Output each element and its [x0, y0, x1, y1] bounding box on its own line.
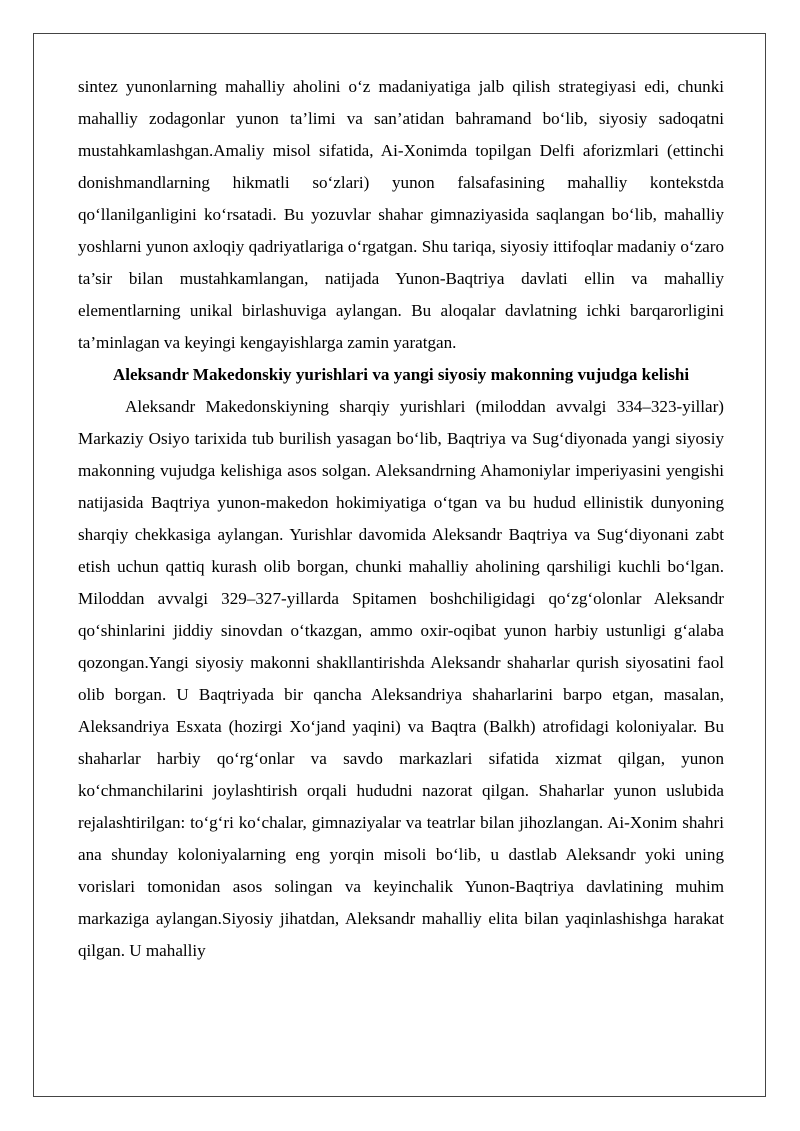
document-body [78, 71, 724, 967]
paragraph-alexander-campaigns: Aleksandr Makedonskiyning sharqiy yurishlari (miloddan avvalgi 334–323-yillar) Markaziy Osiyo tarixida tub burilish yasagan bo‘lib, Baqtriya va Sug‘diyonada yangi siyosiy makonning vujudga kelishiga asos solgan. Aleksandrning Ahamoniylar imperiyasini yengishi natijasida Baqtriya yunon-makedon hokimiyatiga o‘tgan va bu hudud ellinistik dunyoning sharqiy chekkasiga aylangan. Yurishlar davomida Aleksandr Baqtriya va Sug‘diyonani zabt etish uchun qattiq kurash olib borgan, chunki mahalliy aholining qarshiligi kuchli bo‘lgan. Miloddan avvalgi 329–327-yillarda Spitamen boshchiligidagi qo‘zg‘olonlar Aleksandr qo‘shinlarini jiddiy sinovdan o‘tkazgan, ammo oxir-oqibat yunon harbiy ustunligi g‘alaba qozongan.Yangi siyosiy makonni shakllantirishda Aleksandr shaharlar qurish siyosatini faol olib borgan. U Baqtriyada bir qancha Aleksandriya shaharlarini barpo etgan, masalan, Aleksandriya Esxata (hozirgi Xo‘jand yaqini) va Baqtra (Balkh) atrofidagi koloniyalar. Bu shaharlar harbiy qo‘rg‘onlar va savdo markazlari sifatida xizmat qilgan, yunon ko‘chmanchilarini joylashtirish orqali hududni nazorat qilgan. Shaharlar yunon uslubida rejalashtirilgan: to‘g‘ri ko‘chalar, gimnaziyalar va teatrlar bilan jihozlangan. Ai-Xonim shahri ana shunday koloniyalarning eng yorqin misoli bo‘lib, u dastlab Aleksandr yoki uning vorislari tomonidan asos solingan va keyinchalik Yunon-Baqtriya davlatining muhim markaziga aylangan.Siyosiy jihatdan, Aleksandr mahalliy elita bilan yaqinlashishga harakat qilgan. U mahalliy [78, 397, 724, 960]
section-heading: Aleksandr Makedonskiy yurishlari va yangi siyosiy makonning vujudga kelishi [112, 365, 690, 384]
paragraph-continuation: sintez yunonlarning mahalliy aholini o‘z madaniyatiga jalb qilish strategiyasi edi, chunki mahalliy zodagonlar yunon ta’limi va san’atidan bahramand bo‘lib, siyosiy sadoqatni mustahkamlashgan.Amaliy misol sifatida, Ai-Xonimda topilgan Delfi aforizmlari (ettinchi donishmandlarning hikmatli so‘zlari) yunon falsafasining mahalliy kontekstda qo‘llanilganligini ko‘rsatadi. Bu yozuvlar shahar gimnaziyasida saqlangan bo‘lib, mahalliy yoshlarni yunon axloqiy qadriyatlariga o‘rgatgan. Shu tariqa, siyosiy ittifoqlar madaniy o‘zaro ta’sir bilan mustahkamlangan, natijada Yunon-Baqtriya davlati ellin va mahalliy elementlarning unikal birlashuviga aylangan. Bu aloqalar davlatning ichki barqarorligini ta’minlagan va keyingi kengayishlarga zamin yaratgan. [78, 77, 724, 352]
